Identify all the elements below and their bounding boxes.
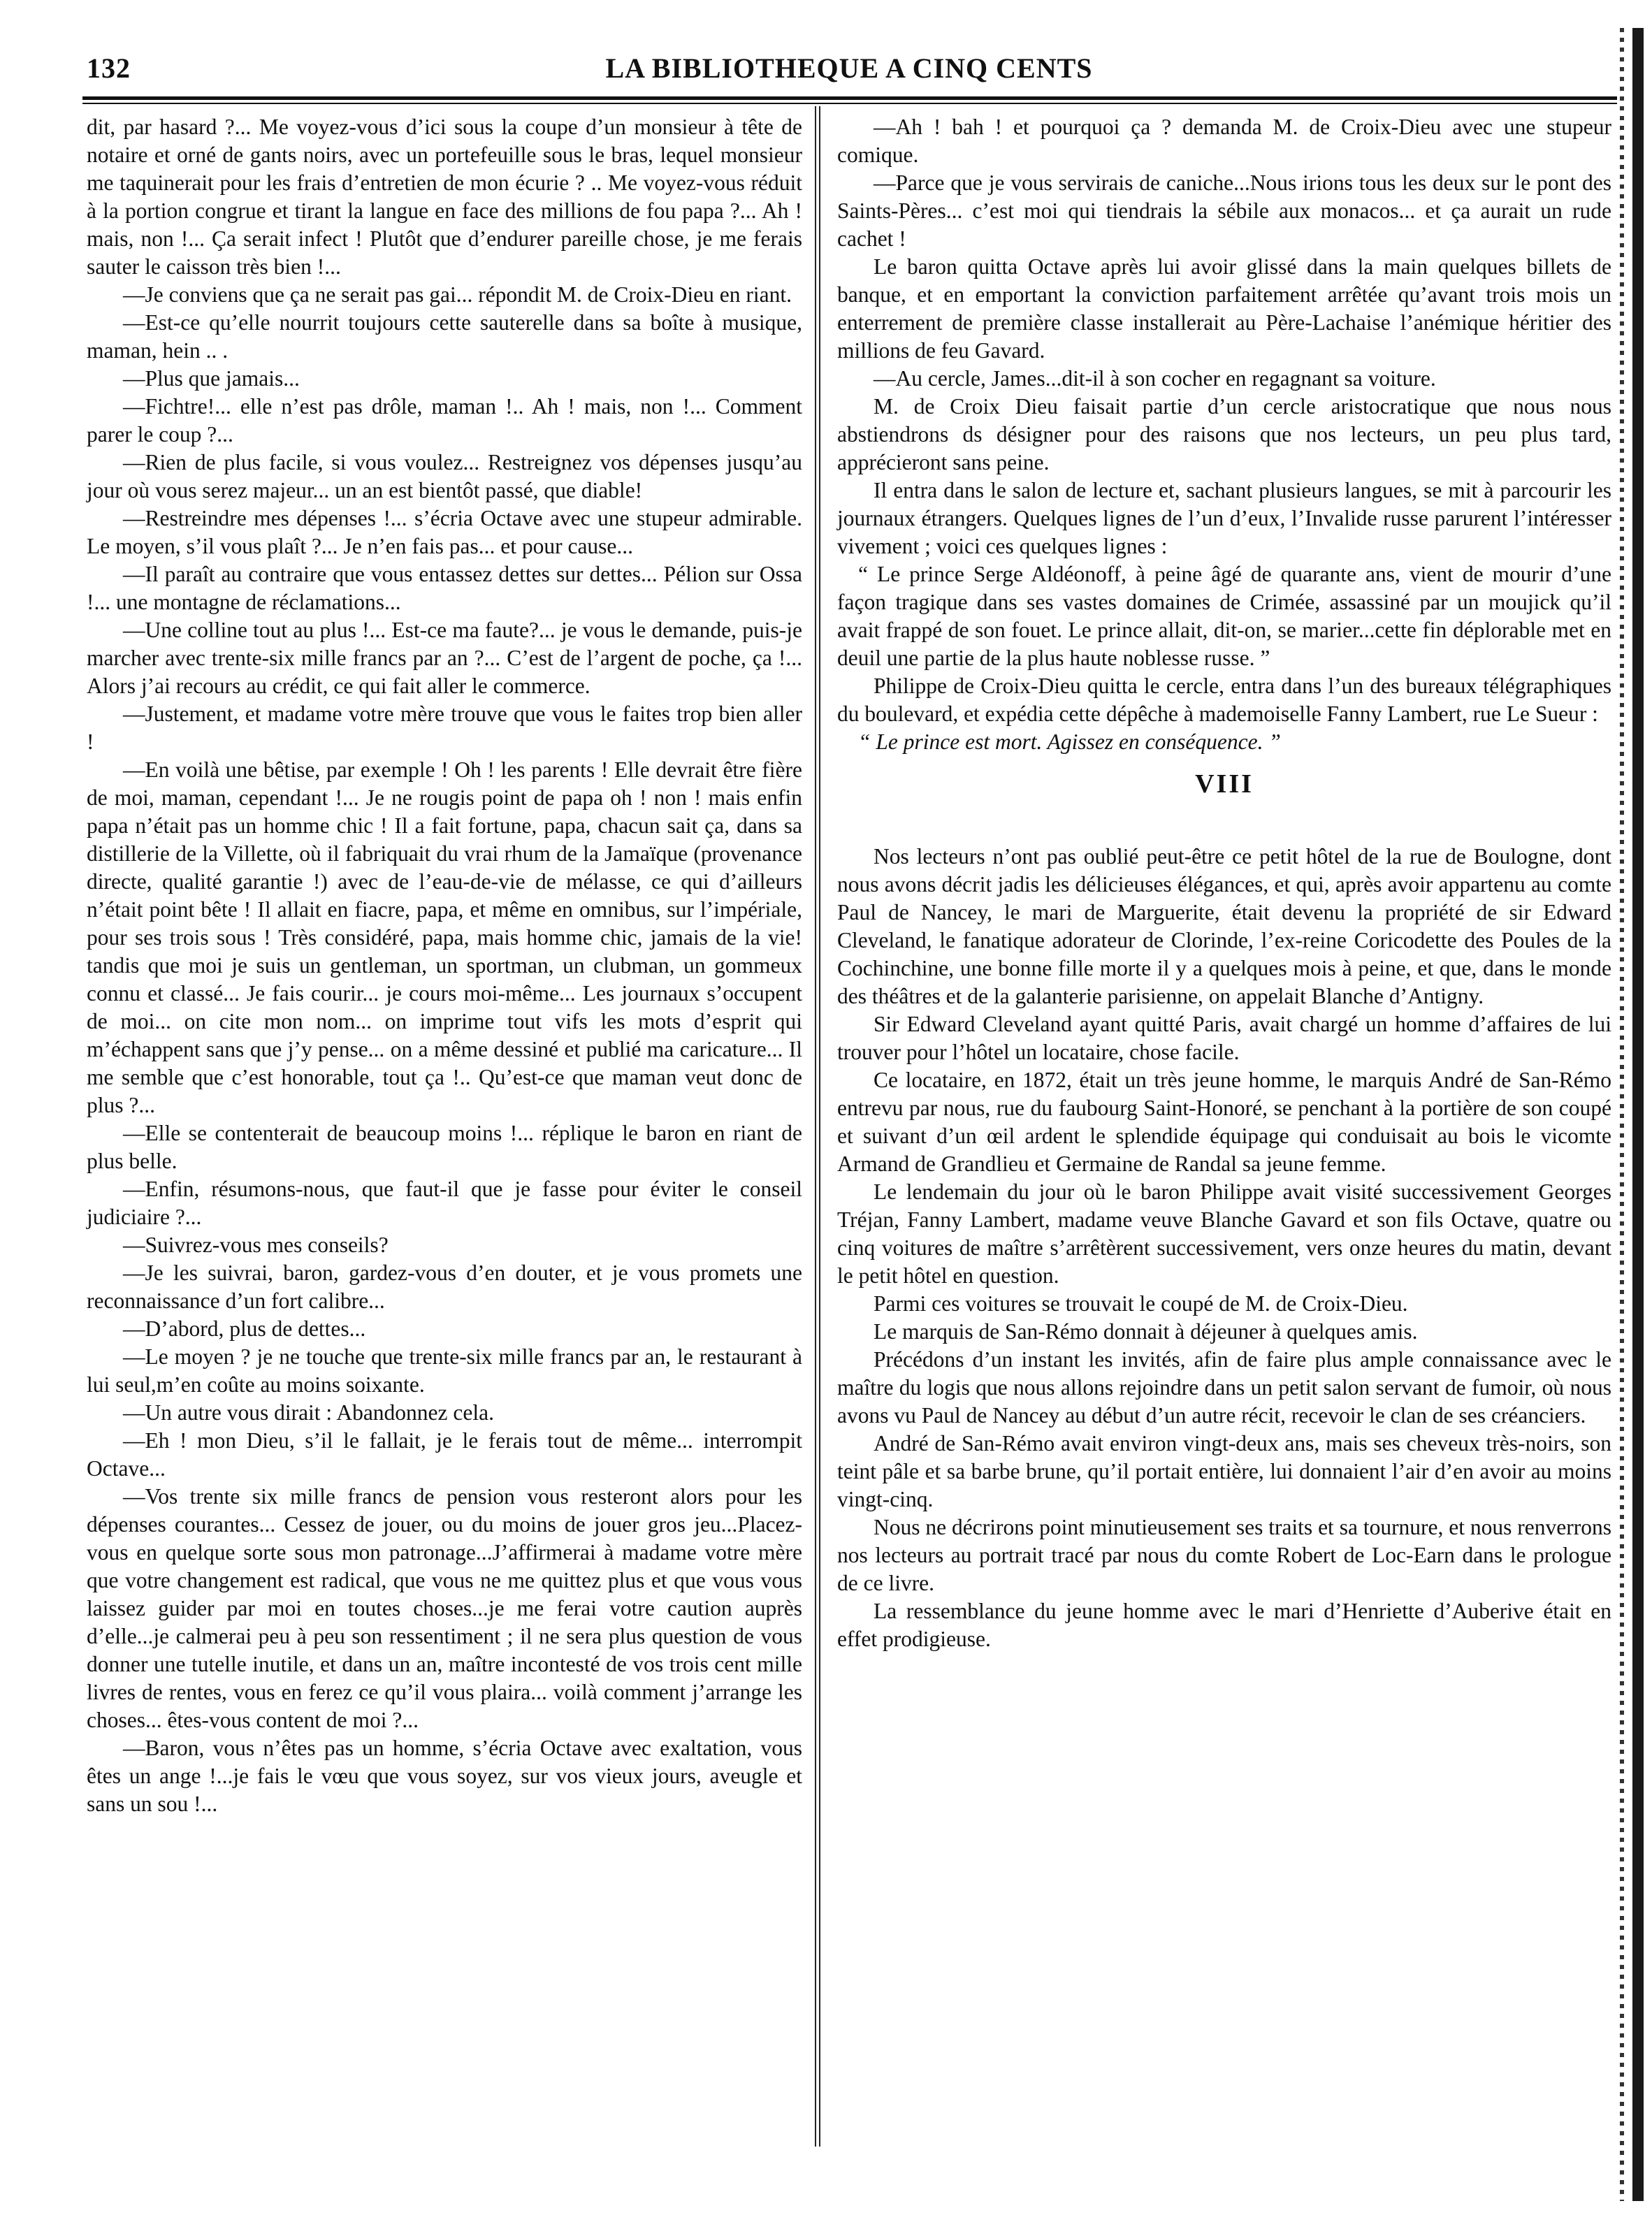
paragraph: —Je les suivrai, baron, gardez-vous d’en douter, et je vous promets une reconnaissance d’un fort calibre... [87, 1261, 802, 1313]
paragraph: —Une colline tout au plus !... Est-ce ma faute?... je vous le demande, puis-je marcher avec trente-six mille francs par an ?... C’est de l’argent de poche, ça !... Alors j’ai recours au crédit, ce qui fait aller le commerce. [87, 618, 802, 698]
paragraph: Nos lecteurs n’ont pas oublié peut-être ce petit hôtel de la rue de Boulogne, dont nous avons décrit jadis les délicieuses élégances, et qui, après avoir appartenu au comte Paul de Nancey, le mari de Marguerite, était devenu la propriété de sir Edward Cleveland, le fanatique adorateur de Clorinde, l’ex-reine Coricodette des Poules de la Cochinchine, une bonne fille morte il y a quelques mois à peine, et que, dans le monde des théâtres et de la galanterie parisienne, on appelait Blanche d’Antigny. [837, 844, 1611, 1008]
paragraph: Sir Edward Cleveland ayant quitté Paris, avait chargé un homme d’affaires de lui trouver pour l’hôtel un locataire, chose facile. [837, 1012, 1611, 1064]
paragraph: —Plus que jamais... [123, 366, 300, 391]
paragraph: —Est-ce qu’elle nourrit toujours cette sauterelle dans sa boîte à musique, maman, hein .. . [87, 310, 802, 363]
paragraph: —Justement, et madame votre mère trouve que vous le faites trop bien aller ! [87, 702, 802, 754]
quoted-dispatch: “ Le prince Serge Aldéonoff, à peine âgé de quarante ans, vient de mourir d’une façon tragique dans ses vastes domaines de Crimée, assassiné par un moujick qu’il avait frappé de son fouet. Le prince allait, dit-on, se marier...cette fin déplorable met en deuil une partie de la plus haute noblesse russe. ” [837, 562, 1611, 670]
paragraph: —Au cercle, James...dit-il à son cocher en regagnant sa voiture. [874, 366, 1436, 391]
paragraph: Nous ne décrirons point minutieusement ses traits et sa tournure, et nous renverrons nos lecteurs au portrait tracé par nous du comte Robert de Loc-Earn dans le prologue de ce livre. [837, 1515, 1611, 1595]
paragraph: —Suivrez-vous mes conseils? [123, 1233, 389, 1257]
paragraph: —Vos trente six mille francs de pension vous resteront alors pour les dépenses courantes... Cessez de jouer, ou du moins de jouer gros jeu...Placez-vous en quelque sorte sous mon patronage...J’affirmerai à madame votre mère que votre changement est radical, que vous ne me quittez plus et que vous vous laissez guider par moi en toutes choses...je me ferai votre caution auprès d’elle...je calmerai peu à peu son ressentiment ; il ne sera plus question de vous donner une tutelle inutile, et dans un an, maître incontesté de vos trois cent mille livres de rentes, vous en ferez ce qu’il vous plaira... voilà comment j’arrange les choses... êtes-vous content de moi ?... [87, 1484, 802, 1732]
paragraph: —Le moyen ? je ne touche que trente-six mille francs par an, le restaurant à lui seul,m’en coûte au moins soixante. [87, 1344, 802, 1397]
paragraph: —Parce que je vous servirais de caniche...Nous irions tous les deux sur le pont des Saints-Pères... c’est moi qui tiendrais la sébile aux monacos... et ça aurait un rude cachet ! [837, 170, 1611, 251]
header-rule [82, 96, 1617, 104]
paragraph: —En voilà une bêtise, par exemple ! Oh ! les parents ! Elle devrait être fière de moi, maman, cependant !... Je ne rougis point de papa oh ! non ! mais enfin papa n’était pas un homme chic ! Il a fait fortune, papa, chacun sait ça, dans sa distillerie de la Villette, où il fabriquait du vrai rhum de la Jamaïque (provenance directe, qualité garantie !) avec de l’eau-de-vie de mélasse, ce qui d’ailleurs n’était point bête ! Il allait en fiacre, papa, et même en omnibus, sur l’impériale, pour ses trois sous ! Très considéré, papa, mais homme chic, jamais de la vie! tandis que moi je suis un gentleman, un sportman, un clubman, un gommeux connu et classé... Je fais courir... je cours moi-même... Les journaux s’occupent de moi... on cite mon nom... on imprime tout vifs les mots d’esprit qui m’échappent sans que j’y pense... on a même dessiné et publié ma caricature... Il me semble que c’est honorable, tout ça !.. Qu’est-ce que maman veut donc de plus ?... [87, 757, 802, 1117]
paragraph: dit, par hasard ?... Me voyez-vous d’ici sous la coupe d’un monsieur à tête de notaire et orné de gants noirs, avec un portefeuille sous le bras, lequel monsieur me taquinerait pour les frais d’entretien de mon écurie ? .. Me voyez-vous réduit à la portion congrue et tirant la langue en face des millions de fou papa ?... Ah ! mais, non !... Ça serait infect ! Plutôt que d’endurer pareille chose, je me ferais sauter le caisson très bien !... [87, 115, 802, 279]
right-column [837, 113, 1611, 1653]
paragraph: —D’abord, plus de dettes... [123, 1316, 366, 1341]
paragraph: —Ah ! bah ! et pourquoi ça ? demanda M. de Croix-Dieu avec une stupeur comique. [837, 115, 1611, 167]
paragraph: —Fichtre!... elle n’est pas drôle, maman !.. Ah ! mais, non !... Comment parer le coup ?... [87, 394, 802, 446]
paragraph: —Eh ! mon Dieu, s’il le fallait, je le ferais tout de même... interrompit Octave... [87, 1428, 802, 1481]
column-divider [815, 106, 820, 2147]
paragraph: Précédons d’un instant les invités, afin de faire plus ample connaissance avec le maître du logis que nous allons rejoindre dans un petit salon servant de fumoir, où nous avons vu Paul de Nancey au début d’un autre récit, recevoir le clan de ses créanciers. [837, 1347, 1611, 1428]
paragraph: Philippe de Croix-Dieu quitta le cercle, entra dans l’un des bureaux télégraphiques du boulevard, et expédia cette dépêche à mademoiselle Fanny Lambert, rue Le Sueur : [837, 674, 1611, 726]
paragraph: André de San-Rémo avait environ vingt-deux ans, mais ses cheveux très-noirs, son teint pâle et sa barbe brune, qu’il portait entière, lui donnaient l’air d’en avoir au moins vingt-cinq. [837, 1431, 1611, 1511]
paragraph: —Rien de plus facile, si vous voulez... Restreignez vos dépenses jusqu’au jour où vous serez majeur... un an est bientôt passé, que diable! [87, 450, 802, 502]
paragraph: —Restreindre mes dépenses !... s’écria Octave avec une stupeur admirable. Le moyen, s’il vous plaît ?... Je n’en fais pas... et pour cause... [87, 506, 802, 558]
page-number: 132 [87, 52, 131, 84]
paragraph: —Elle se contenterait de beaucoup moins !... réplique le baron en riant de plus belle. [87, 1121, 802, 1173]
paragraph: —Baron, vous n’êtes pas un homme, s’écria Octave avec exaltation, vous êtes un ange !...je fais le vœu que vous soyez, sur vos vieux jours, aveugle et sans un sou !... [87, 1736, 802, 1816]
paragraph: Le lendemain du jour où le baron Philippe avait visité successivement Georges Tréjan, Fanny Lambert, madame veuve Blanche Gavard et son fils Octave, quatre ou cinq voitures de maître s’arrêtèrent successivement, vers onze heures du matin, devant le petit hôtel en question. [837, 1179, 1611, 1288]
paragraph: —Un autre vous dirait : Abandonnez cela. [123, 1400, 494, 1425]
telegram-text: “ Le prince est mort. Agissez en conséquence. ” [858, 729, 1281, 754]
paragraph: —Enfin, résumons-nous, que faut-il que je fasse pour éviter le conseil judiciaire ?... [87, 1177, 802, 1229]
paragraph: —Il paraît au contraire que vous entassez dettes sur dettes... Pélion sur Ossa !... une montagne de réclamations... [87, 562, 802, 614]
paragraph: La ressemblance du jeune homme avec le mari d’Henriette d’Auberive était en effet prodigieuse. [837, 1599, 1611, 1651]
paragraph: Le baron quitta Octave après lui avoir glissé dans la main quelques billets de banque, et en emportant la conviction parfaitement arrêtée qu’avant trois mois un enterrement de première classe installerait au Père-Lachaise l’anémique héritier des millions de feu Gavard. [837, 254, 1611, 363]
page-header [77, 52, 1621, 94]
scan-edge-bar [1632, 28, 1644, 2201]
paragraph: Parmi ces voitures se trouvait le coupé de M. de Croix-Dieu. [874, 1291, 1408, 1316]
left-column [87, 113, 802, 1818]
paragraph: Ce locataire, en 1872, était un très jeune homme, le marquis André de San-Rémo entrevu par nous, rue du faubourg Saint-Honoré, se penchant à la portière de son coupé et suivant d’un œil ardent le splendide équipage qui conduisait au bois le vicomte Armand de Grandlieu et Germaine de Randal sa jeune femme. [837, 1068, 1611, 1176]
paragraph: —Je conviens que ça ne serait pas gai... répondit M. de Croix-Dieu en riant. [123, 282, 792, 307]
running-title: LA BIBLIOTHEQUE A CINQ CENTS [605, 52, 1093, 84]
chapter-heading: VIII [1195, 769, 1254, 799]
paragraph: M. de Croix Dieu faisait partie d’un cercle aristocratique que nous nous abstiendrons ds désigner pour des raisons que nos lecteurs, un peu plus tard, apprécieront sans peine. [837, 394, 1611, 474]
paragraph: Le marquis de San-Rémo donnait à déjeuner à quelques amis. [874, 1319, 1418, 1344]
paragraph: Il entra dans le salon de lecture et, sachant plusieurs langues, se mit à parcourir les journaux étrangers. Quelques lignes de l’un d’eux, l’Invalide russe parurent l’intéresser vivement ; voici ces quelques lignes : [837, 478, 1611, 558]
